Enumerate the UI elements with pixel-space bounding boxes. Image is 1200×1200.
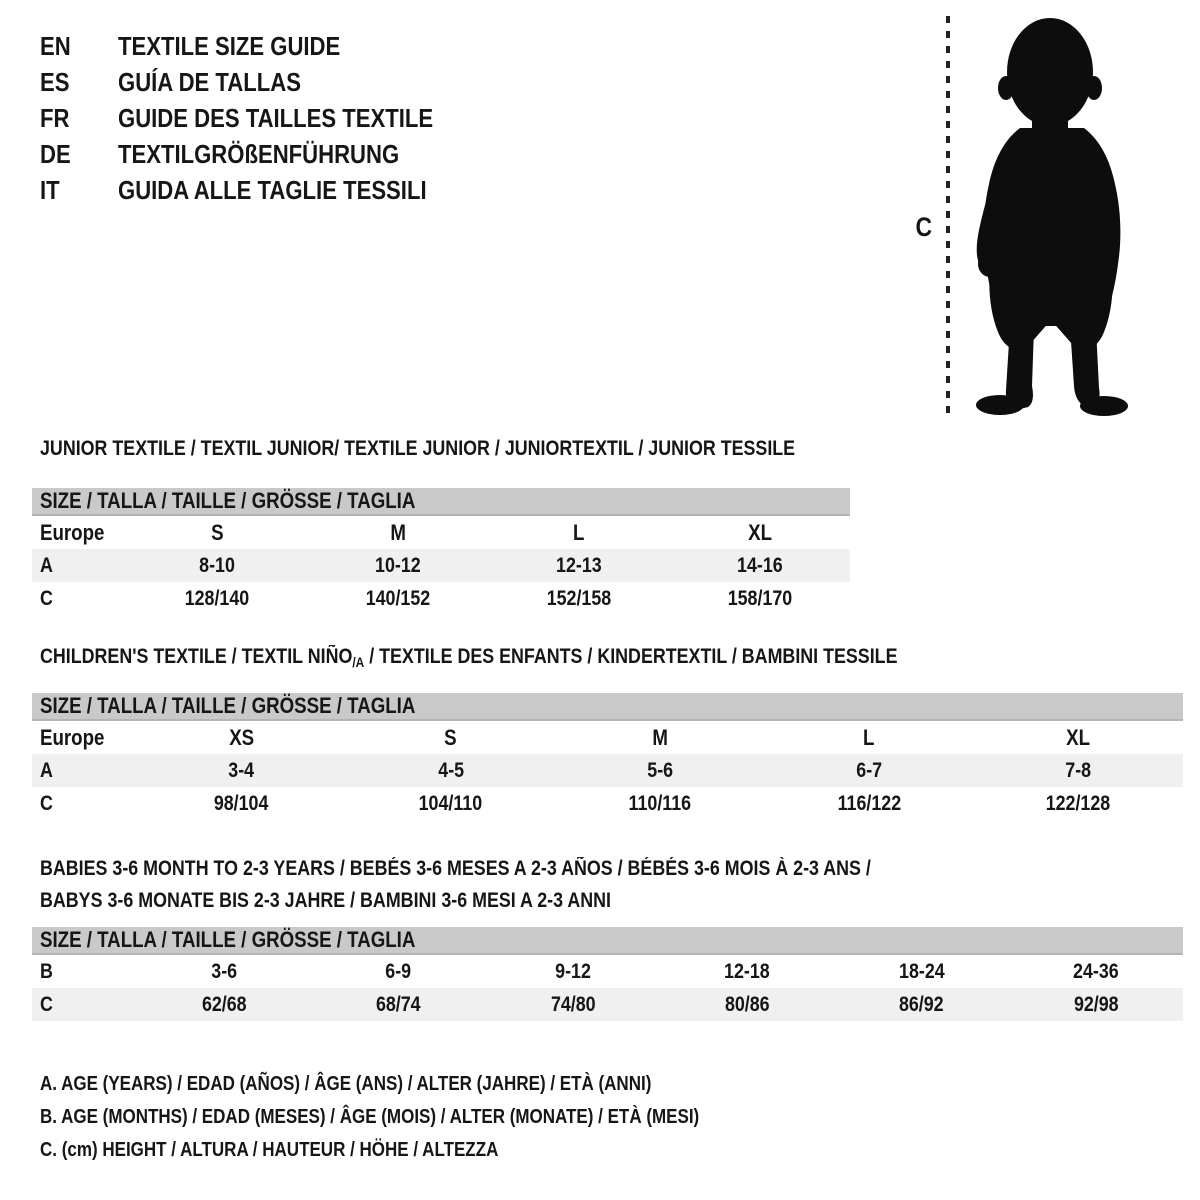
language-code: ES <box>40 66 70 97</box>
junior-size-table <box>32 488 850 615</box>
language-row-fr <box>40 100 489 136</box>
toddler-silhouette-icon <box>962 14 1142 420</box>
height-dashed-line-icon <box>946 16 950 418</box>
measure-c-label: C <box>915 212 933 242</box>
language-row-es <box>40 64 489 100</box>
table-row: B 3-6 6-9 9-12 12-18 18-24 24-36 <box>40 959 1119 983</box>
footnote-a: A. AGE (YEARS) / EDAD (AÑOS) / ÂGE (ANS) / ALTER (JAHRE) / ETÀ (ANNI) <box>40 1073 652 1095</box>
footnote-c: C. (cm) HEIGHT / ALTURA / HAUTEUR / HÖHE / ALTEZZA <box>40 1139 499 1161</box>
size-header-label: SIZE / TALLA / TAILLE / GRÖSSE / TAGLIA <box>40 927 416 952</box>
table-row: C 98/104 104/110 110/116 116/122 122/128 <box>40 791 1111 815</box>
guide-title-de: TEXTILGRÖßENFÜHRUNG <box>118 138 400 169</box>
table-row: Europe S M L XL <box>40 519 772 545</box>
guide-title-fr: GUIDE DES TAILLES TEXTILE <box>118 102 434 133</box>
language-code: EN <box>40 30 71 61</box>
junior-section-title: JUNIOR TEXTILE / TEXTIL JUNIOR/ TEXTILE JUNIOR / JUNIORTEXTIL / JUNIOR TESSILE <box>40 437 796 460</box>
nino-a-subscript: /A <box>352 654 365 670</box>
table-row: Europe XS S M L XL <box>40 724 1091 750</box>
guide-title-es: GUÍA DE TALLAS <box>118 66 301 97</box>
babies-size-header-bar <box>32 927 1183 955</box>
guide-title-en: TEXTILE SIZE GUIDE <box>118 30 341 61</box>
footnote-b: B. AGE (MONTHS) / EDAD (MESES) / ÂGE (MOIS) / ALTER (MONATE) / ETÀ (MESI) <box>40 1106 700 1128</box>
language-row-en <box>40 28 489 64</box>
language-code: DE <box>40 138 71 169</box>
children-size-header-bar <box>32 693 1183 721</box>
children-section-title: CHILDREN'S TEXTILE / TEXTIL NIÑO/A / TEXTILE DES ENFANTS / KINDERTEXTIL / BAMBINI TESSILE <box>40 645 898 670</box>
table-row: A 8-10 10-12 12-13 14-16 <box>32 549 850 582</box>
guide-title-it: GUIDA ALLE TAGLIE TESSILI <box>118 174 427 205</box>
children-size-table <box>32 693 1183 820</box>
size-header-label: SIZE / TALLA / TAILLE / GRÖSSE / TAGLIA <box>40 488 416 513</box>
size-header-label: SIZE / TALLA / TAILLE / GRÖSSE / TAGLIA <box>40 693 416 718</box>
language-code: IT <box>40 174 60 205</box>
table-row: A 3-4 4-5 5-6 6-7 7-8 <box>32 754 1183 787</box>
babies-size-table <box>32 927 1183 1021</box>
language-row-de <box>40 136 489 172</box>
language-code: FR <box>40 102 70 133</box>
footnote-legend <box>40 1068 816 1167</box>
babies-section-title: BABIES 3-6 MONTH TO 2-3 YEARS / BEBÉS 3-6 MESES A 2-3 AÑOS / BÉBÉS 3-6 MOIS À 2-3 ANS / BABYS 3-6 MONATE BIS 2-3 JAHRE / BAMBINI 3-6 MESI A 2-3 ANNI <box>40 857 871 912</box>
table-row: C 62/68 68/74 74/80 80/86 86/92 92/98 <box>32 988 1183 1021</box>
language-row-it <box>40 172 489 208</box>
language-title-list <box>40 28 489 208</box>
junior-size-header-bar <box>32 488 850 516</box>
height-measure-figure <box>912 8 1172 426</box>
table-row: C 128/140 140/152 152/158 158/170 <box>40 586 792 610</box>
